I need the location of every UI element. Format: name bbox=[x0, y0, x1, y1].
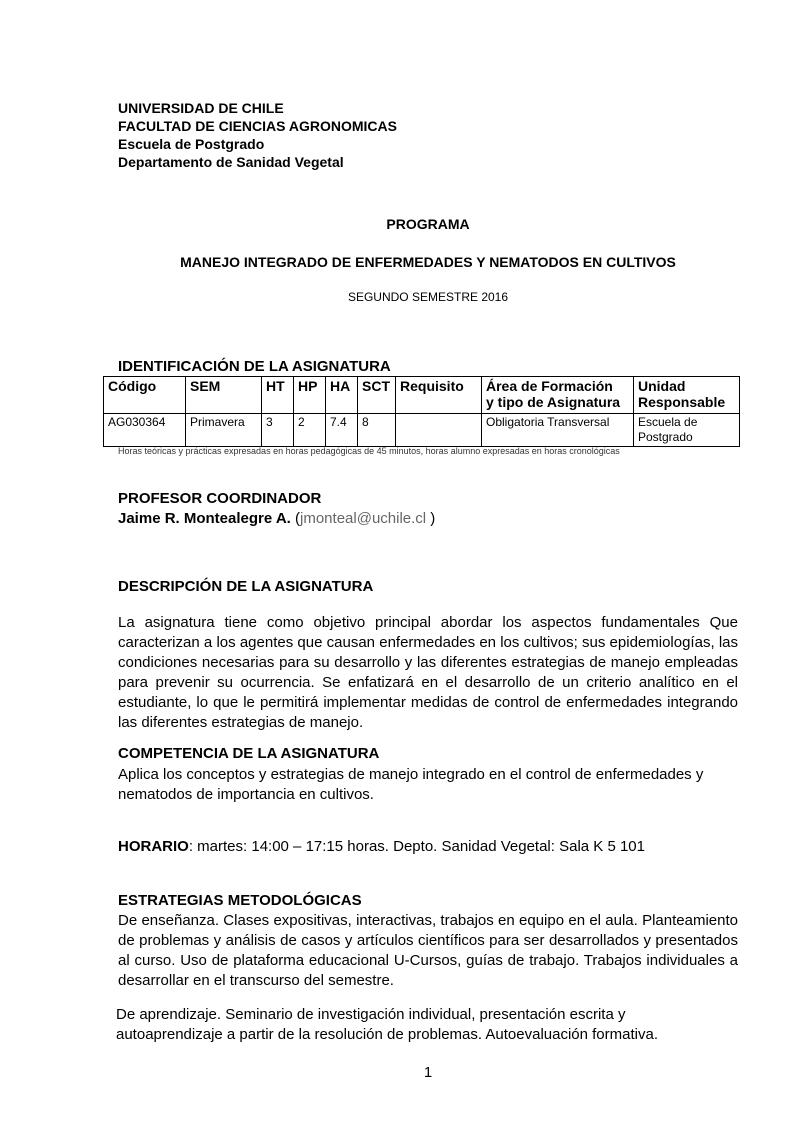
schedule-label: HORARIO bbox=[118, 838, 189, 855]
department-name: Departamento de Sanidad Vegetal bbox=[118, 154, 344, 170]
email-close-paren: ) bbox=[426, 510, 436, 527]
table-header-row bbox=[104, 377, 740, 414]
schedule-text: : martes: 14:00 – 17:15 horas. Depto. Sanidad Vegetal: Sala K 5 101 bbox=[188, 838, 645, 855]
cell-unit-line2: Postgrado bbox=[638, 430, 693, 444]
course-title: MANEJO INTEGRADO DE ENFERMEDADES Y NEMATODOS EN CULTIVOS bbox=[180, 254, 676, 270]
schedule-line bbox=[118, 838, 645, 855]
cell-ha: 7.4 bbox=[326, 414, 358, 447]
email-open-paren: ( bbox=[290, 510, 301, 527]
col-header-unit-line1: Unidad bbox=[638, 378, 686, 394]
cell-unit bbox=[634, 414, 740, 447]
school-name: Escuela de Postgrado bbox=[118, 136, 265, 152]
professor-line bbox=[118, 510, 435, 527]
cell-area: Obligatoria Transversal bbox=[482, 414, 634, 447]
learning-strategy-text: De aprendizaje. Seminario de investigación individual, presentación escrita y autoaprendizaje a partir de la resolución de problemas. Autoevaluación formativa. bbox=[116, 1006, 658, 1043]
hours-footnote: Horas teóricas y prácticas expresadas en horas pedagógicas de 45 minutos, horas alumno expresadas en horas cronológicas bbox=[118, 446, 620, 456]
cell-hp: 2 bbox=[294, 414, 326, 447]
description-heading: DESCRIPCIÓN DE LA ASIGNATURA bbox=[118, 578, 374, 595]
cell-unit-line1: Escuela de bbox=[638, 415, 698, 429]
col-header-requisite: Requisito bbox=[396, 377, 482, 414]
col-header-ht: HT bbox=[262, 377, 294, 414]
col-header-sem: SEM bbox=[186, 377, 262, 414]
cell-sem: Primavera bbox=[186, 414, 262, 447]
col-header-unit-line2: Responsable bbox=[638, 394, 726, 410]
col-header-area-line1: Área de Formación bbox=[486, 378, 613, 394]
identification-table bbox=[103, 376, 740, 447]
professor-name: Jaime R. Montealegre A. bbox=[118, 510, 291, 527]
teaching-strategy-text: De enseñanza. Clases expositivas, interactivas, trabajos en equipo en el aula. Planteamiento de problemas y análisis de casos y artículos científicos para ser desarrollados y presentados al curso. Uso de plataforma educacional U-Cursos, guías de trabajo. Trabajos individuales a desarrollar en el transcurso del semestre. bbox=[118, 912, 738, 989]
professor-email-link[interactable]: jmonteal@uchile.cl bbox=[300, 510, 427, 527]
competence-text: Aplica los conceptos y estrategias de manejo integrado en el control de enfermedades y nematodos de importancia en cultivos. bbox=[118, 766, 704, 803]
cell-sct: 8 bbox=[358, 414, 396, 447]
cell-code: AG030364 bbox=[104, 414, 186, 447]
col-header-ha: HA bbox=[326, 377, 358, 414]
description-text: La asignatura tiene como objetivo principal abordar los aspectos fundamentales Que caracterizan a los agentes que causan enfermedades en los cultivos; sus epidemiologías, las condiciones necesarias para su desarrollo y las diferentes estrategias de manejo empleadas para prevenir su ocurrencia. Se enfatizará en el desarrollo de un criterio analítico en el estudiante, lo que le permitirá implementar medidas de control de enfermedades integrando las diferentes estrategias de manejo. bbox=[118, 614, 738, 731]
col-header-sct: SCT bbox=[358, 377, 396, 414]
identification-heading: IDENTIFICACIÓN DE LA ASIGNATURA bbox=[118, 358, 391, 375]
competence-heading: COMPETENCIA DE LA ASIGNATURA bbox=[118, 745, 380, 762]
faculty-name: FACULTAD DE CIENCIAS AGRONOMICAS bbox=[118, 118, 397, 134]
university-name: UNIVERSIDAD DE CHILE bbox=[118, 100, 284, 116]
col-header-code: Código bbox=[104, 377, 186, 414]
institution-header bbox=[118, 99, 397, 171]
col-header-area-line2: y tipo de Asignatura bbox=[486, 394, 621, 410]
program-title: PROGRAMA bbox=[386, 216, 470, 232]
semester-label: SEGUNDO SEMESTRE 2016 bbox=[347, 290, 509, 304]
cell-ht: 3 bbox=[262, 414, 294, 447]
col-header-unit bbox=[634, 377, 740, 414]
col-header-hp: HP bbox=[294, 377, 326, 414]
col-header-area bbox=[482, 377, 634, 414]
professor-heading: PROFESOR COORDINADOR bbox=[118, 490, 322, 507]
cell-requisite bbox=[396, 414, 482, 447]
strategies-heading: ESTRATEGIAS METODOLÓGICAS bbox=[118, 892, 362, 909]
page-number: 1 bbox=[423, 1064, 433, 1081]
table-row bbox=[104, 414, 740, 447]
